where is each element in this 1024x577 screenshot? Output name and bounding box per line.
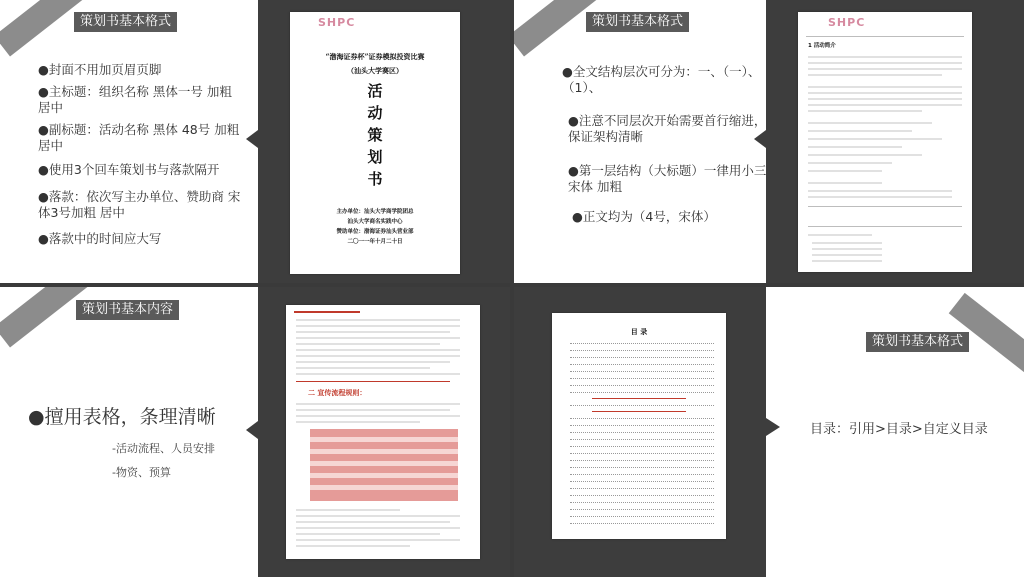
pointer-arrow-icon (754, 130, 766, 148)
text-line (296, 331, 450, 333)
toc-entry (570, 371, 714, 372)
toc-entry (570, 357, 714, 358)
toc-caption: 目录：引用>目录>自定义目录 (810, 422, 988, 437)
text-line (808, 234, 872, 236)
text-line (296, 337, 460, 339)
text-line (296, 349, 460, 351)
bullet-item-main: ●擅用表格，条理清晰 (28, 406, 216, 428)
pointer-arrow-icon (246, 130, 258, 148)
text-line (296, 403, 460, 405)
toc-entry (570, 523, 714, 524)
text-line (812, 254, 882, 256)
text-line (808, 92, 962, 94)
preview-panel (514, 287, 766, 577)
bullet-item: ●主标题：组织名称 黑体一号 加粗居中 (38, 84, 232, 115)
text-line (296, 545, 410, 547)
table-row (310, 437, 458, 442)
text-line (296, 319, 460, 321)
table-row (310, 485, 458, 490)
toc-entry (570, 481, 714, 482)
text-line (296, 343, 440, 345)
pointer-arrow-icon (766, 418, 780, 436)
sub-item: -物资、预算 (112, 466, 171, 479)
text-line (808, 130, 912, 132)
cover-page-preview[interactable] (290, 12, 460, 274)
cover-vertical-char: 划 (367, 148, 383, 166)
doc-section-heading: 二 宣传流程规则： (308, 389, 367, 397)
slide-1[interactable] (0, 0, 510, 283)
toc-entry (570, 516, 714, 517)
toc-entry (570, 439, 714, 440)
text-line (808, 154, 922, 156)
text-line (808, 122, 932, 124)
text-line (296, 325, 460, 327)
text-line (296, 509, 400, 511)
logo: SHPC (318, 16, 356, 29)
bullet-item: ●第一层结构（大标题）一律用小三 宋体 加粗 (568, 163, 767, 194)
toc-entry (570, 378, 714, 379)
text-line (296, 381, 450, 382)
bullet-item: ●副标题：活动名称 黑体 48号 加粗居中 (38, 122, 240, 153)
text-line (808, 170, 882, 172)
toc-entry (570, 343, 714, 344)
budget-table (310, 429, 458, 501)
text-line (812, 260, 882, 262)
text-line (808, 62, 962, 64)
preview-panel (258, 287, 510, 577)
sub-item: -活动流程、人员安排 (112, 442, 215, 455)
text-line (808, 146, 902, 148)
preview-panel (258, 0, 510, 283)
preview-panel (766, 0, 1024, 283)
text-line (812, 242, 882, 244)
text-line (296, 533, 440, 535)
bullet-item: ●全文结构层次可分为：一、（一）、（1）、 (562, 64, 761, 95)
toc-entry (570, 392, 714, 393)
toc-heading: 目 录 (630, 328, 648, 336)
text-line (808, 74, 942, 76)
bullet-item: ●注意不同层次开始需要首行缩进，保证架构清晰 (568, 113, 767, 144)
doc-header-rule (806, 36, 964, 37)
text-line (808, 162, 892, 164)
text-line (808, 196, 952, 198)
toc-entry (570, 446, 714, 447)
toc-entry (570, 474, 714, 475)
cover-vertical-char: 策 (367, 126, 383, 144)
text-line (296, 539, 460, 541)
cover-footer-line: 赞助单位：渤海证券汕头营业部 (336, 229, 414, 235)
text-line (296, 421, 420, 423)
text-line (296, 527, 460, 529)
toc-page-preview[interactable] (552, 313, 726, 539)
text-line (294, 311, 360, 313)
doc-page-preview[interactable] (286, 305, 480, 559)
toc-entry (570, 425, 714, 426)
bullet-item: ●落款：依次写主办单位、赞助商 宋体3号加粗 居中 (38, 189, 241, 220)
text-line (296, 373, 460, 375)
toc-entry (570, 350, 714, 351)
slide-3[interactable] (0, 287, 510, 577)
logo: SHPC (828, 16, 866, 29)
toc-entry (570, 453, 714, 454)
bullet-item: ●正文均为（4号，宋体） (572, 209, 716, 224)
slide-title: 策划书基本格式 (586, 12, 689, 32)
text-line (296, 355, 460, 357)
cover-main-title: “渤海证券杯”证券模拟投资比赛 (325, 52, 425, 61)
bullet-item: ●封面不用加页眉页脚 (38, 62, 162, 77)
text-line (812, 248, 882, 250)
cover-footer-line: 主办单位：汕头大学商学院团总 (336, 209, 414, 215)
toc-entry (570, 502, 714, 503)
toc-entry (570, 364, 714, 365)
toc-entry (570, 509, 714, 510)
bullet-item: ●落款中的时间应大写 (38, 231, 162, 246)
table-row (310, 473, 458, 478)
toc-entry (570, 467, 714, 468)
toc-entry (570, 460, 714, 461)
toc-entry (570, 405, 714, 406)
slide-title: 策划书基本格式 (866, 332, 969, 352)
text-line (296, 361, 450, 363)
text-line (296, 367, 430, 369)
text-line (808, 104, 962, 106)
slide-title: 策划书基本格式 (74, 12, 177, 32)
slide-2[interactable] (514, 0, 1024, 283)
toc-entry (570, 488, 714, 489)
toc-entry (570, 495, 714, 496)
text-line (808, 138, 942, 140)
toc-entry-highlight (592, 398, 686, 399)
table-row (310, 449, 458, 454)
cover-subtitle: （汕头大学赛区） (347, 66, 403, 75)
cover-footer-line: 二〇一一年十月二十日 (347, 239, 403, 245)
text-line (296, 515, 460, 517)
toc-entry (570, 418, 714, 419)
toc-entry (570, 385, 714, 386)
text-line (296, 415, 460, 417)
text-line (296, 521, 450, 523)
doc-section-heading: 1 活动简介 (808, 43, 836, 49)
bullet-item: ●使用3个回车策划书与落款隔开 (38, 162, 220, 177)
table-row (310, 461, 458, 466)
table-rule (808, 226, 962, 227)
toc-entry-highlight (592, 411, 686, 412)
cover-vertical-char: 书 (367, 170, 383, 188)
text-line (808, 182, 882, 184)
cover-vertical-char: 动 (367, 104, 383, 122)
text-line (808, 190, 952, 192)
text-line (808, 68, 962, 70)
pointer-arrow-icon (246, 421, 258, 439)
doc-page-preview[interactable] (798, 12, 972, 272)
table-rule (808, 206, 962, 207)
text-line (296, 409, 450, 411)
text-line (808, 86, 962, 88)
slide-4[interactable] (514, 287, 1024, 577)
toc-entry (570, 432, 714, 433)
cover-footer-line: 汕头大学商名实践中心 (347, 219, 403, 225)
cover-vertical-char: 活 (367, 82, 383, 100)
slide-title: 策划书基本内容 (76, 300, 179, 320)
text-line (808, 110, 922, 112)
text-line (808, 98, 962, 100)
text-line (808, 56, 962, 58)
